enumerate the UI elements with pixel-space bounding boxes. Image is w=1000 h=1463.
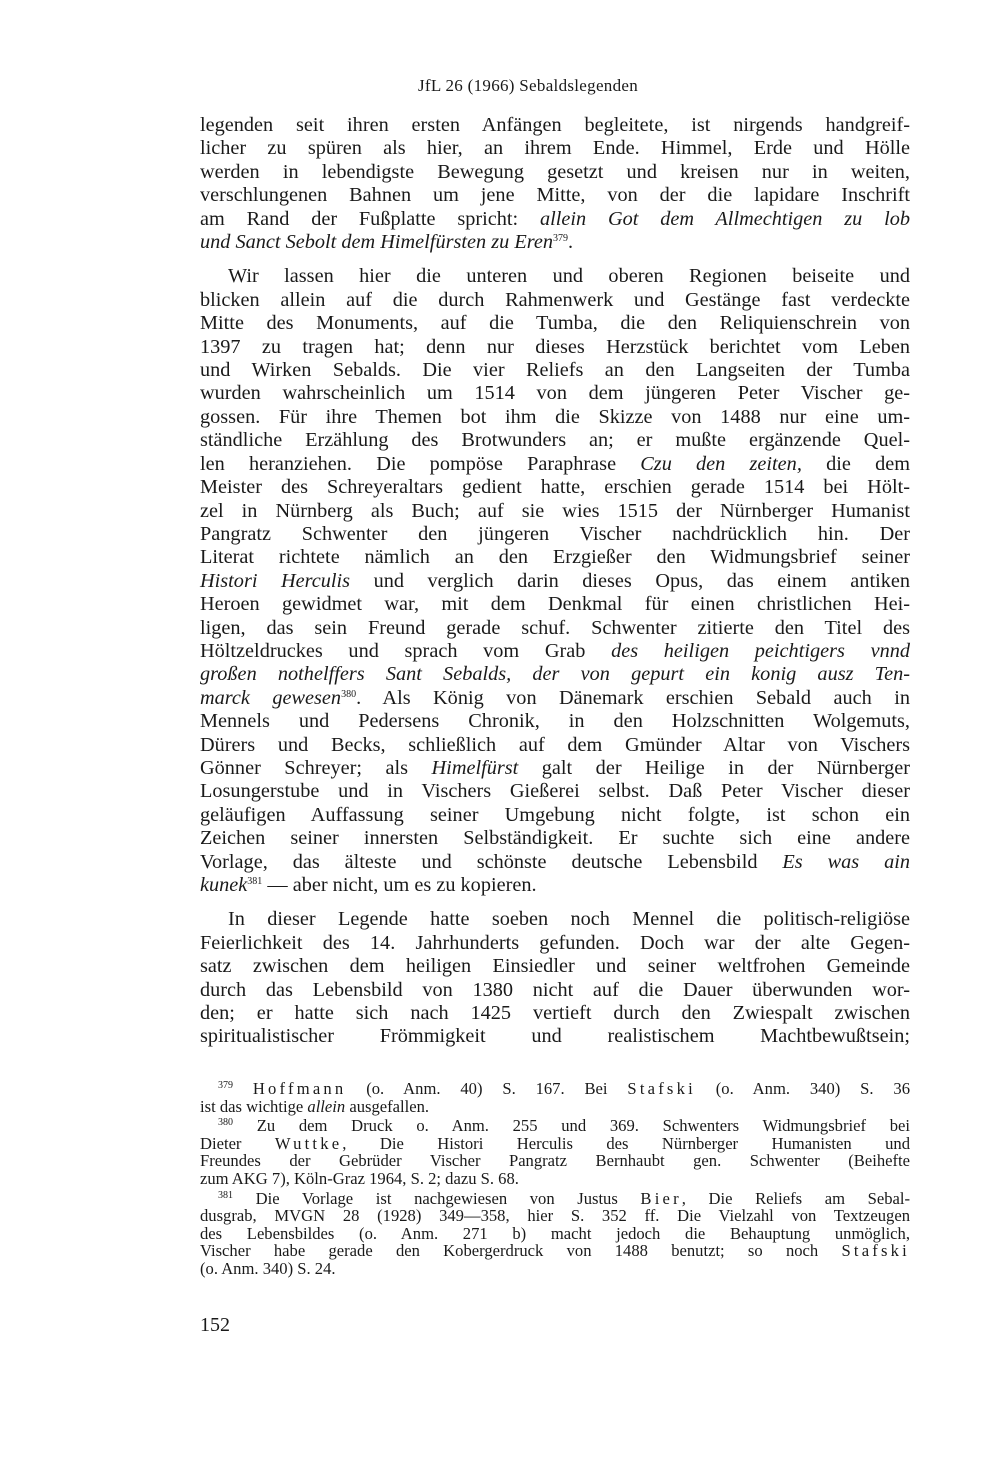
author-name: Bier	[640, 1188, 682, 1208]
text-line: ist das wichtige allein ausgefallen.	[200, 1096, 430, 1116]
text-line: In dieser Legende hatte soeben noch Mennel die politisch-religiöse	[228, 908, 910, 931]
text-line: Dieter Wuttke, Die Histori Herculis des Nürnberger Humanisten und	[200, 1133, 911, 1153]
term-italic: Himelfürst	[431, 756, 519, 779]
author-name: Stafski	[627, 1079, 696, 1098]
text-line: Heroen gewidmet war, mit dem Denkmal für einen christlichen Hei-	[200, 593, 910, 616]
text-line: Vorlage, das älteste und schönste deutsche Lebensbild Es was ain	[200, 850, 910, 873]
text-line: des Lebensbildes (o. Anm. 271 b) macht jedoch die Behauptung unmöglich,	[200, 1223, 910, 1243]
text-line: am Rand der Fußplatte spricht: allein Got dem Allmechtigen zu lob	[200, 207, 910, 230]
footnote-381	[200, 1190, 910, 1278]
text-line: 1397 zu tragen hat; denn nur dieses Herzstück berichtet vom Leben	[200, 335, 910, 358]
text-line: Literat richtete nämlich an den Erzgießer den Widmungsbrief seiner	[200, 546, 910, 569]
text-line: Losungerstube und in Vischers Gießerei selbst. Daß Peter Vischer dieser	[200, 780, 910, 803]
quotation-italic: großen nothelffers Sant Sebalds, der von gepurt ein konig ausz Ten-	[200, 663, 910, 686]
text-line: kunek$^{381}$ — aber nicht, um es zu kopieren.	[200, 874, 537, 896]
text-line: licher zu spüren als hier, an ihrem Ende. Himmel, Erde und Hölle	[200, 137, 910, 160]
footnotes	[200, 1080, 910, 1278]
text-line: Wir lassen hier die unteren und oberen Regionen beiseite und	[228, 265, 910, 288]
text-line: werden in lebendigste Bewegung gesetzt und kreisen nur in weiten,	[200, 160, 910, 183]
text-line: den; er hatte sich nach 1425 vertieft durch den Zwiespalt zwischen	[200, 1002, 910, 1025]
text-line: und Wirken Sebalds. Die vier Reliefs an den Langseiten der Tumba	[200, 359, 910, 382]
text-line: dusgrab, MVGN 28 (1928) 349—358, hier S. 352 ff. Die Vielzahl von Textzeugen	[200, 1206, 910, 1226]
text-line: Mennels und Pedersens Chronik, in den Holzschnitten Wolgemuts,	[200, 710, 910, 733]
title-italic: Es was ain	[782, 850, 910, 873]
footnote-379	[200, 1080, 910, 1115]
text-line: Histori Herculis und verglich darin dieses Opus, das einem antiken	[200, 569, 911, 592]
text-line: Meister des Schreyeraltars gedient hatte, erschien gerade 1514 bei Hölt-	[200, 476, 910, 499]
text-line: marck gewesen$^{380}$. Als König von Dänemark erschien Sebald auch in	[200, 686, 910, 709]
paragraph-1	[200, 114, 910, 254]
title-italic: Histori Herculis	[200, 569, 351, 592]
footnote-ref-379[interactable]: 379	[553, 233, 568, 245]
title-italic: kunek	[200, 874, 248, 896]
main-text	[200, 114, 910, 1049]
text-line: Zeichen seiner innersten Selbständigkeit. Er suchte sich eine andere	[200, 827, 910, 850]
term-italic: allein	[307, 1096, 346, 1116]
quotation-italic: marck gewesen	[200, 686, 342, 709]
text-line: spiritualistischer Frömmigkeit und realistischem Machtbewußtsein;	[200, 1025, 910, 1048]
footnote-ref-381[interactable]: 381	[247, 876, 263, 887]
text-line: Feierlichkeit des 14. Jahrhunderts gefunden. Doch war der alte Gegen-	[200, 931, 910, 954]
text-line: ligen, das sein Freund gerade schuf. Schwenter zitierte den Titel des	[200, 616, 910, 639]
text-line: Dürers und Becks, schließlich auf dem Gmünder Altar von Vischers	[200, 733, 910, 756]
footnote-number: 381	[218, 1189, 233, 1201]
paragraph-3	[200, 908, 910, 1048]
quotation-italic: allein Got dem Allmechtigen zu lob	[539, 207, 910, 230]
author-name: Stafski	[841, 1241, 910, 1261]
text-line: geläufigen Auffassung seiner Umgebung nicht folgte, ist schon ein	[200, 803, 910, 826]
text-line: Höltzeldruckes und sprach vom Grab des heiligen peichtigers vnnd	[200, 639, 910, 662]
footnote-380	[200, 1117, 910, 1187]
footnote-number: 380	[218, 1117, 233, 1129]
text-line: durch das Lebensbild von 1380 nicht auf die Dauer überwunden wor-	[200, 978, 910, 1001]
text-line: $^{379}$ Hoffmann (o. Anm. 40) S. 167. Bei Stafski (o. Anm. 340) S. 36	[218, 1079, 910, 1098]
text-line	[200, 663, 910, 686]
text-line: Gönner Schreyer; als Himelfürst galt der Heilige in der Nürnberger	[200, 756, 910, 779]
text-line: len heranziehen. Die pompöse Paraphrase Czu den zeiten, die dem	[200, 452, 910, 475]
text-line: zum AKG 7), Köln-Graz 1964, S. 2; dazu S. 68.	[200, 1168, 519, 1188]
text-line: Freundes der Gebrüder Vischer Pangratz Bernhaubt gen. Schwenter (Beihefte	[200, 1151, 910, 1171]
text-line: zel in Nürnberg als Buch; auf sie wies 1515 der Nürnberger Humanist	[200, 499, 910, 522]
text-line: $^{380}$ Zu dem Druck o. Anm. 255 und 369. Schwenters Widmungsbrief bei	[218, 1116, 910, 1136]
text-line: $^{381}$ Die Vorlage ist nachgewiesen von Justus Bier, Die Reliefs am Sebal-	[218, 1188, 910, 1208]
footnote-ref-380[interactable]: 380	[341, 688, 357, 700]
text-line: wurden wahrscheinlich um 1514 von dem jüngeren Peter Vischer ge-	[200, 382, 910, 405]
text-line: ständliche Erzählung des Brotwunders an; er mußte ergänzende Quel-	[200, 429, 910, 452]
author-name: Hoffmann	[252, 1079, 347, 1098]
text-line: blicken allein auf die durch Rahmenwerk und Gestänge fast verdeckte	[200, 288, 910, 311]
author-name: Wuttke	[274, 1133, 343, 1153]
quotation-italic: des heiligen peichtigers vnnd	[611, 639, 910, 662]
text-line: legenden seit ihren ersten Anfängen begleitete, ist nirgends handgreif-	[200, 114, 910, 136]
text-line: Pangratz Schwenter den jüngeren Vischer nachdrücklich hin. Der	[200, 522, 910, 545]
page-number: 152	[200, 1314, 230, 1336]
text-line: Vischer habe gerade den Kobergerdruck von 1488 benutzt; so noch Stafski	[200, 1241, 910, 1261]
paragraph-2	[200, 265, 910, 897]
footnote-number: 379	[218, 1080, 233, 1091]
text-line: Mitte des Monuments, auf die Tumba, die den Reliquienschrein von	[200, 312, 910, 335]
text-line: (o. Anm. 340) S. 24.	[200, 1258, 336, 1278]
title-italic: Czu den zeiten,	[640, 452, 802, 475]
running-head: JfL 26 (1966) Sebaldslegenden	[418, 76, 639, 95]
text-line: und Sanct Sebolt dem Himelfürsten zu Eren$^{379}$.	[200, 231, 574, 254]
quotation-italic: und Sanct Sebolt dem Himelfürsten zu Eren	[200, 231, 553, 254]
text-line: satz zwischen dem heiligen Einsiedler und seiner weltfrohen Gemeinde	[200, 955, 910, 978]
text-line: verschlungenen Bahnen um jene Mitte, von der die lapidare Inschrift	[200, 184, 910, 207]
text-line: gossen. Für ihre Themen bot ihm die Skizze von 1488 nur eine um-	[200, 405, 910, 428]
